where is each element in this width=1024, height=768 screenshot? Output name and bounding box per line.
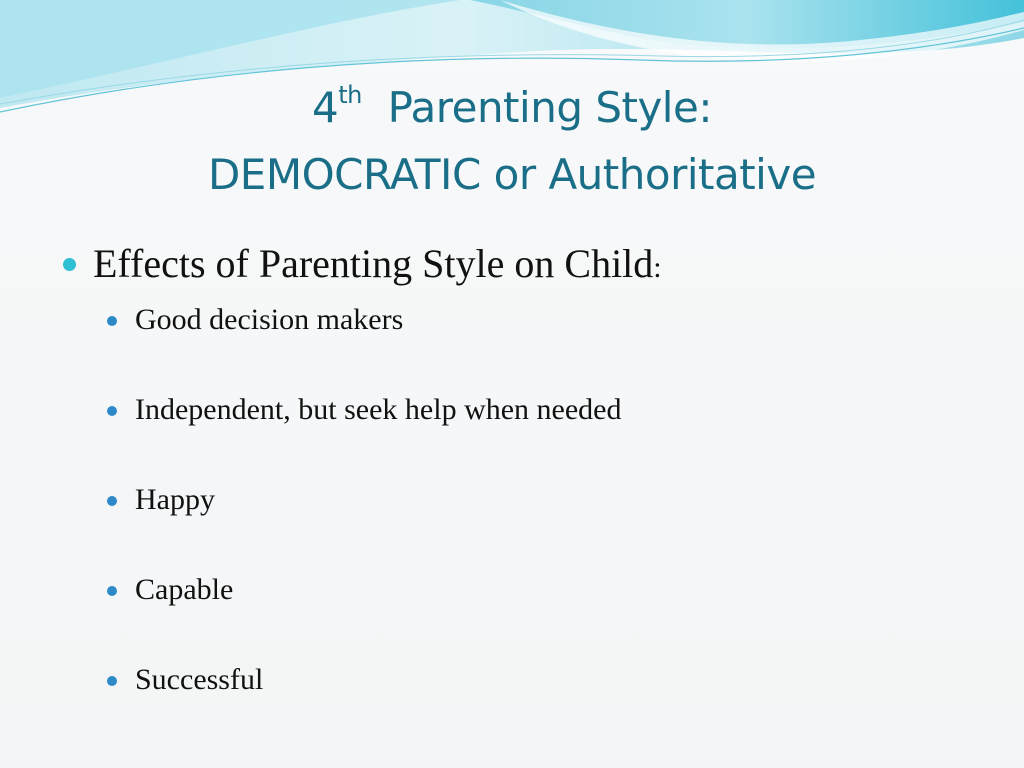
list-item-text: Happy xyxy=(135,483,215,516)
bullet-dot-icon xyxy=(107,316,117,326)
title-superscript: th xyxy=(338,81,362,109)
bullet-dot-icon xyxy=(107,586,117,596)
list-item xyxy=(62,662,962,698)
slide-body xyxy=(62,236,962,752)
list-item xyxy=(62,302,962,338)
list-item-text: Good decision makers xyxy=(135,303,404,336)
list-item xyxy=(62,392,962,428)
list-item-text: Independent, but seek help when needed xyxy=(135,393,622,426)
title-line-2: DEMOCRATIC or Authoritative xyxy=(207,150,817,199)
level1-bullet xyxy=(62,236,962,296)
list-item-text: Successful xyxy=(135,663,264,696)
level1-text: Effects of Parenting Style on Child xyxy=(93,241,654,286)
list-item-text: Capable xyxy=(135,573,234,606)
bullet-dot-icon xyxy=(107,496,117,506)
bullet-dot-icon xyxy=(63,258,76,271)
slide-title xyxy=(0,74,1024,208)
list-item xyxy=(62,482,962,518)
bullet-dot-icon xyxy=(107,676,117,686)
title-text: Parenting Style: xyxy=(387,83,712,132)
title-number: 4 xyxy=(312,83,339,132)
effects-list xyxy=(62,302,962,698)
level1-colon: : xyxy=(653,251,662,284)
list-item xyxy=(62,572,962,608)
title-line-1 xyxy=(0,74,1024,141)
bullet-dot-icon xyxy=(107,406,117,416)
